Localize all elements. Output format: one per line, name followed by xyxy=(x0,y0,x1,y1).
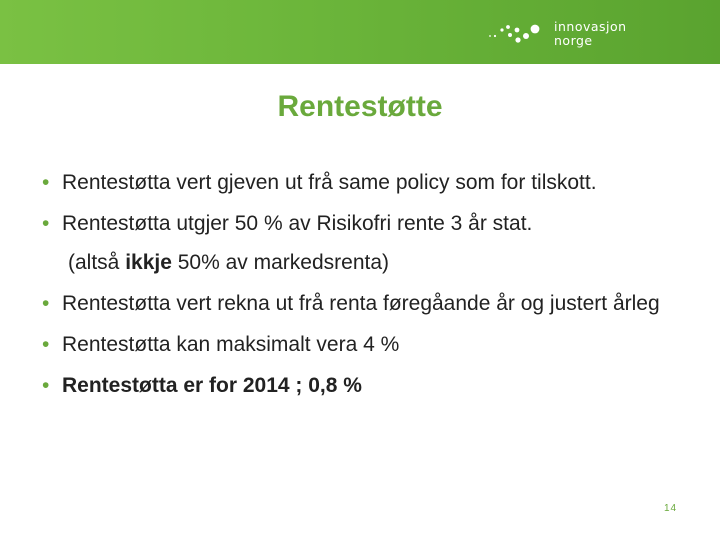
sub-text-pre: (altså xyxy=(68,251,126,274)
bullet-item-3 xyxy=(30,291,690,316)
bullet-item-2 xyxy=(30,211,690,236)
bullet-marker: • xyxy=(42,171,50,194)
bullet-text-4: Rentestøtta kan maksimalt vera 4 % xyxy=(62,333,400,356)
bullet-text-2: Rentestøtta utgjer 50 % av Risikofri rente 3 år stat. xyxy=(62,212,533,235)
bullet-marker: • xyxy=(42,374,50,397)
innovasjon-norge-logo xyxy=(484,18,654,54)
page-number: 14 xyxy=(664,503,678,514)
bullet-text-1: Rentestøtta vert gjeven ut frå same policy som for tilskott. xyxy=(62,171,597,194)
bullet-text-5: Rentestøtta er for 2014 ; 0,8 % xyxy=(62,374,362,397)
sub-text-post: 50% av markedsrenta) xyxy=(171,251,390,274)
bullet-list xyxy=(30,170,690,398)
bullet-marker: • xyxy=(42,212,50,235)
logo-text xyxy=(554,20,627,48)
slide-title: Rentestøtte xyxy=(277,90,443,123)
bullet-item-4 xyxy=(30,332,690,357)
bullet-item-5 xyxy=(30,373,690,398)
bullet-text-3: Rentestøtta vert rekna ut frå renta føregåande år og justert årleg xyxy=(62,292,660,315)
bullet-subline-2 xyxy=(30,250,690,275)
logo-text-line2: norge xyxy=(554,33,593,48)
bullet-item-1 xyxy=(30,170,690,195)
logo-dots-icon xyxy=(484,18,548,50)
bullet-marker: • xyxy=(42,333,50,356)
bullet-marker: • xyxy=(42,292,50,315)
logo-text-line1: innovasjon xyxy=(554,19,627,34)
sub-text-bold: ikkje xyxy=(125,251,172,274)
header-band xyxy=(0,0,720,64)
